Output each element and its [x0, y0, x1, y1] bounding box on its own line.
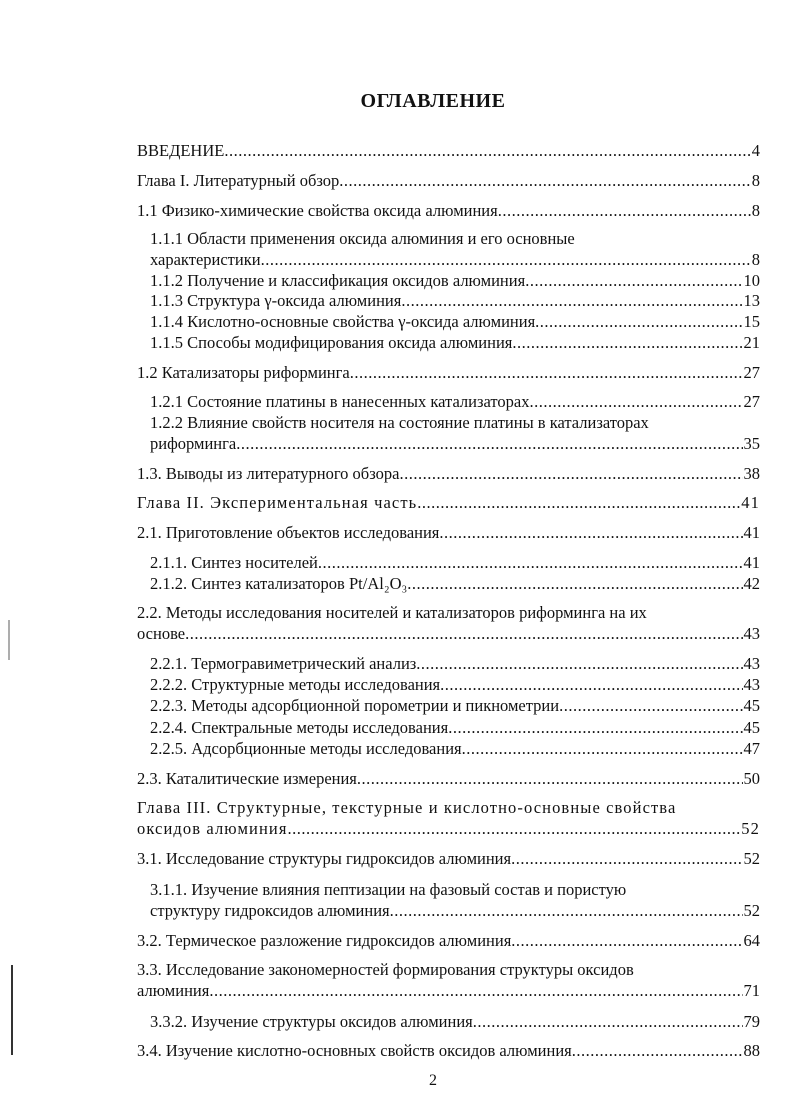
toc-entry-title: 2.1.2. Синтез катализаторов Pt/Al₂O₃	[150, 574, 408, 593]
scan-artifact	[11, 965, 13, 1055]
toc-entry	[150, 879, 760, 921]
dot-leader	[318, 552, 743, 573]
toc-entry-page: 8	[751, 250, 760, 269]
dot-leader	[462, 738, 743, 759]
toc-entry-title: 3.4. Изучение кислотно-основных свойств оксидов алюминия	[137, 1041, 572, 1060]
toc-entry	[150, 738, 760, 759]
toc-entry-page: 79	[743, 1012, 760, 1031]
toc-entry-page: 52	[743, 849, 760, 868]
toc-entry	[150, 1011, 760, 1032]
toc-entry-title: алюминия	[137, 981, 210, 1000]
dot-leader	[511, 848, 742, 869]
toc-entry-page: 43	[743, 654, 760, 673]
dot-leader	[448, 717, 742, 738]
toc-entry-title: Глава II. Экспериментальная часть	[137, 493, 418, 512]
toc-entry-title: 3.3. Исследование закономерностей формирования структуры оксидов	[137, 960, 634, 979]
toc-entry	[137, 492, 760, 513]
toc-entry-title: Глава III. Структурные, текстурные и кислотно-основные свойства	[137, 798, 677, 817]
toc-entry-page: 45	[743, 718, 760, 737]
toc-entry	[137, 959, 760, 1001]
toc-entry-page: 50	[743, 769, 760, 788]
toc-entry-title: основе	[137, 624, 186, 643]
toc-entry-page: 52	[743, 901, 760, 920]
toc-entry-title: 1.1.2 Получение и классификация оксидов алюминия	[150, 271, 526, 290]
toc-entry-title: 1.1.3 Структура γ-оксида алюминия	[150, 291, 402, 310]
toc-entry-page: 8	[751, 171, 760, 190]
toc-entry-title: 2.3. Каталитические измерения	[137, 769, 357, 788]
toc-entry-title: 3.1.1. Изучение влияния пептизации на фазовый состав и пористую	[150, 880, 627, 899]
toc-entry-title: 2.2.2. Структурные методы исследования	[150, 675, 441, 694]
toc-entry-title: Глава I. Литературный обзор	[137, 171, 340, 190]
toc-entry-title: 2.2. Методы исследования носителей и катализаторов риформинга на их	[137, 603, 647, 622]
toc-entry	[137, 768, 760, 789]
toc-entry	[150, 653, 760, 674]
toc-entry-page: 45	[743, 696, 760, 715]
toc-entry-title: 2.2.4. Спектральные методы исследования	[150, 718, 449, 737]
dot-leader	[498, 200, 751, 221]
dot-leader	[417, 492, 740, 513]
toc-entry-title: 1.1.4 Кислотно-основные свойства γ-оксида алюминия	[150, 312, 536, 331]
toc-entry-title: 3.2. Термическое разложение гидроксидов алюминия	[137, 931, 512, 950]
dot-leader	[511, 930, 742, 951]
dot-leader	[512, 332, 742, 353]
toc-entry	[150, 717, 760, 738]
toc-entry-title: структуру гидроксидов алюминия	[150, 901, 390, 920]
toc-title: ОГЛАВЛЕНИЕ	[360, 90, 506, 112]
dot-leader	[401, 290, 742, 311]
toc-entry	[137, 848, 760, 869]
dot-leader	[399, 463, 742, 484]
toc-entry-page: 43	[743, 624, 760, 643]
toc-entry-page: 10	[743, 271, 760, 290]
toc-entry-title: 1.1.5 Способы модифицирования оксида алюминия	[150, 333, 513, 352]
toc-entry-title: риформинга	[150, 434, 237, 453]
toc-entry	[137, 200, 760, 221]
toc-entry	[137, 140, 760, 161]
dot-leader	[473, 1011, 743, 1032]
toc-entry	[137, 170, 760, 191]
toc-entry-title: 2.2.1. Термогравиметрический анализ	[150, 654, 417, 673]
dot-leader	[236, 433, 742, 454]
toc-entry-title: характеристики	[150, 250, 261, 269]
toc-entry-title: 2.1. Приготовление объектов исследования	[137, 523, 440, 542]
toc-entry	[150, 391, 760, 412]
toc-entry-page: 41	[743, 553, 760, 572]
toc-entry-page: 27	[743, 392, 760, 411]
toc-entry-title: 3.1. Исследование структуры гидроксидов алюминия	[137, 849, 512, 868]
dot-leader	[407, 573, 742, 594]
toc-entry-title: 1.1 Физико-химические свойства оксида алюминия	[137, 201, 498, 220]
toc-entry-title: 2.2.3. Методы адсорбционной порометрии и пикнометрии	[150, 696, 560, 715]
scan-artifact	[8, 620, 10, 660]
toc-entry-page: 42	[743, 574, 760, 593]
toc-entry-page: 52	[741, 819, 760, 838]
toc-entry-page: 4	[751, 141, 760, 160]
dot-leader	[529, 391, 742, 412]
toc-entry-title: 3.3.2. Изучение структуры оксидов алюминия	[150, 1012, 473, 1031]
toc-entry-page: 35	[743, 434, 760, 453]
toc-entry	[150, 552, 760, 573]
dot-leader	[224, 140, 750, 161]
toc-entry	[150, 674, 760, 695]
toc-entry	[150, 695, 760, 716]
dot-leader	[209, 980, 742, 1001]
toc-entry-page: 13	[743, 291, 760, 310]
toc-entry-title: 1.2.2 Влияние свойств носителя на состояние платины в катализаторах	[150, 413, 649, 432]
toc-entry-title: 1.2.1 Состояние платины в нанесенных катализаторах	[150, 392, 530, 411]
toc-entry-title: 1.3. Выводы из литературного обзора	[137, 464, 400, 483]
toc-entry-page: 43	[743, 675, 760, 694]
toc-entry-page: 15	[743, 312, 760, 331]
dot-leader	[339, 170, 750, 191]
dot-leader	[357, 768, 743, 789]
dot-leader	[261, 249, 751, 270]
toc-entry-page: 21	[743, 333, 760, 352]
toc-entry	[137, 362, 760, 383]
toc-entry	[150, 290, 760, 311]
dot-leader	[185, 623, 742, 644]
toc-entry	[150, 228, 760, 270]
toc-entry	[150, 332, 760, 353]
toc-entry-page: 88	[743, 1041, 760, 1060]
toc-entry	[150, 270, 760, 291]
page-number: 2	[429, 1072, 437, 1089]
toc-entry-page: 27	[743, 363, 760, 382]
toc-entry	[137, 930, 760, 951]
toc-entry	[150, 412, 760, 454]
toc-entry	[137, 463, 760, 484]
toc-entry-page: 41	[741, 493, 760, 512]
toc-entry	[137, 602, 760, 644]
toc-entry-page: 8	[751, 201, 760, 220]
toc-entry	[137, 797, 760, 839]
dot-leader	[350, 362, 743, 383]
toc-entry-title: ВВЕДЕНИЕ	[137, 141, 225, 160]
dot-leader	[572, 1040, 743, 1061]
toc-entry-page: 38	[743, 464, 760, 483]
toc-entry-page: 64	[743, 931, 760, 950]
dot-leader	[440, 674, 742, 695]
dot-leader	[390, 900, 743, 921]
dot-leader	[525, 270, 742, 291]
toc-entry	[150, 573, 760, 594]
dot-leader	[439, 522, 742, 543]
toc-entry	[137, 522, 760, 543]
toc-entry	[137, 1040, 760, 1061]
dot-leader	[288, 818, 741, 839]
dot-leader	[416, 653, 742, 674]
toc-entry-page: 47	[743, 739, 760, 758]
toc-entry-page: 41	[743, 523, 760, 542]
dot-leader	[559, 695, 742, 716]
toc-entry-title: 1.2 Катализаторы риформинга	[137, 363, 350, 382]
toc-entry-title: оксидов алюминия	[137, 819, 288, 838]
dot-leader	[535, 311, 742, 332]
toc-entry-page: 71	[743, 981, 760, 1000]
toc-entry-title: 1.1.1 Области применения оксида алюминия и его основные	[150, 229, 575, 248]
toc-entry-title: 2.2.5. Адсорбционные методы исследования	[150, 739, 462, 758]
toc-entry-title: 2.1.1. Синтез носителей	[150, 553, 318, 572]
toc-entry	[150, 311, 760, 332]
